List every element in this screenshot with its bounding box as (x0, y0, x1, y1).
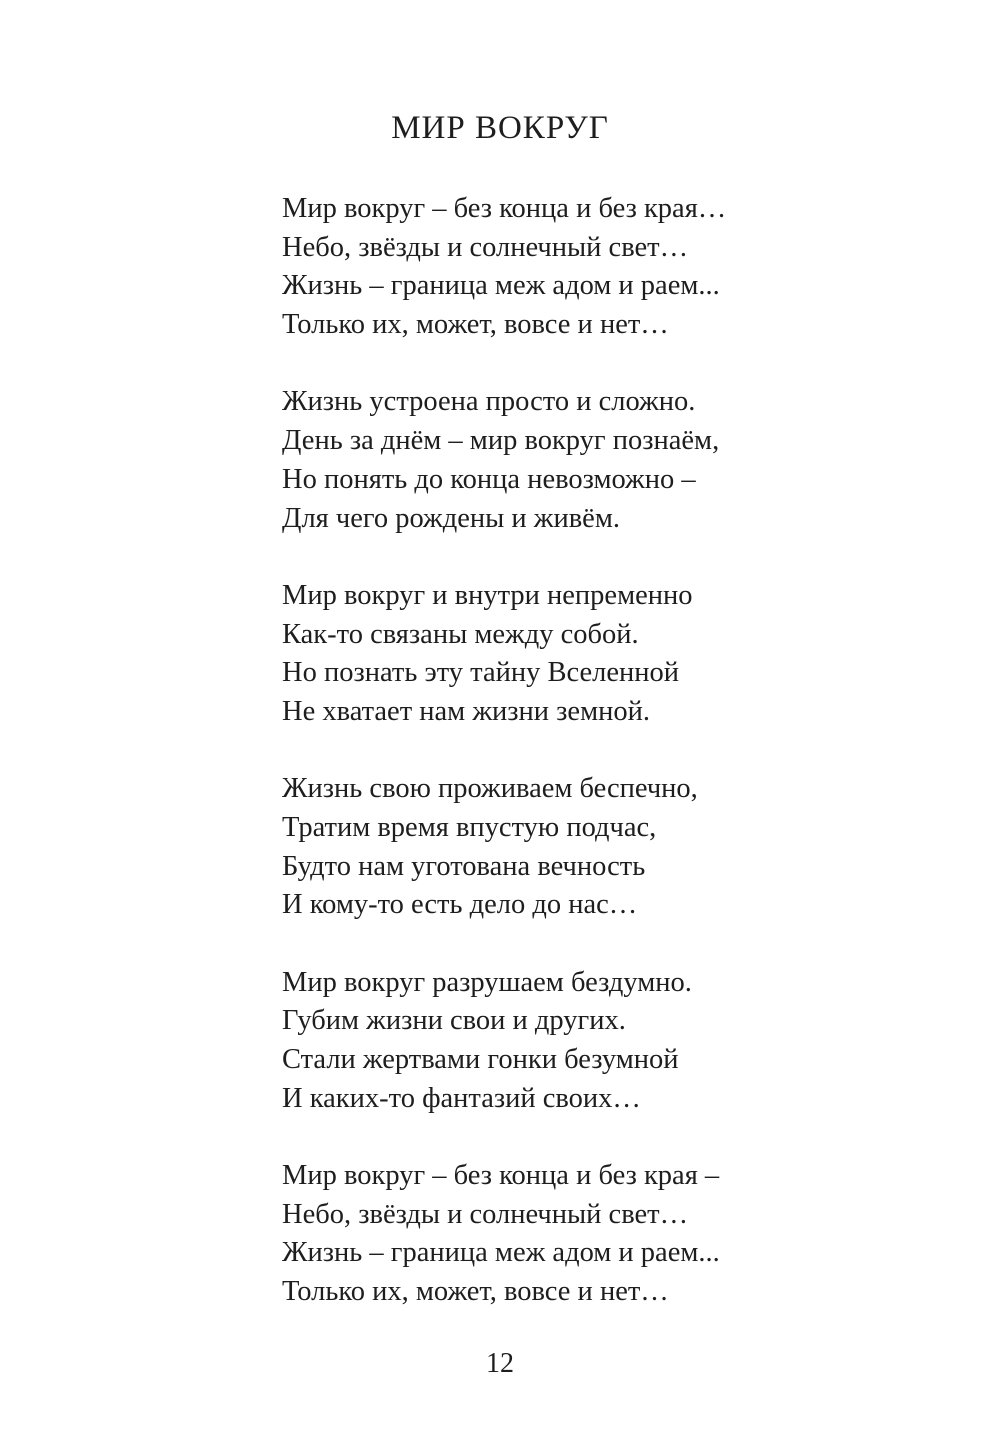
poem-line: Тратим время впустую подчас, (282, 811, 657, 843)
stanza (282, 383, 962, 538)
poem-line: Жизнь – граница меж адом и раем... (282, 1237, 720, 1269)
poem-line: Мир вокруг и внутри непременно (282, 579, 693, 611)
poem-line: Стали жертвами гонки безумной (282, 1044, 679, 1076)
stanza (282, 1157, 962, 1312)
poem-line: Как-то связаны между собой. (282, 618, 639, 650)
poem-line: Жизнь свою проживаем беспечно, (282, 773, 698, 805)
poem-line: Но познать эту тайну Вселенной (282, 657, 680, 689)
poem-line: Но понять до конца невозможно – (282, 463, 696, 495)
poem-line: Мир вокруг – без конца и без края… (282, 193, 727, 224)
poem-line: И каких-то фантазий своих… (282, 1082, 641, 1114)
poem-line: Не хватает нам жизни земной. (282, 695, 650, 727)
poem-line: Для чего рождены и живём. (282, 502, 620, 534)
poem-line: Только их, может, вовсе и нет… (282, 309, 669, 341)
poem-body (282, 190, 962, 1350)
poem-line: Будто нам уготована вечность (282, 850, 646, 882)
poem-line: И кому-то есть дело до нас… (282, 889, 638, 921)
poem-line: Мир вокруг – без конца и без края – (282, 1160, 720, 1192)
poem-line: Жизнь устроена просто и сложно. (282, 386, 696, 418)
poem-line: Только их, может, вовсе и нет… (282, 1276, 669, 1308)
poem-line: День за днём – мир вокруг познаём, (282, 425, 720, 457)
stanza (282, 770, 962, 925)
poem-line: Мир вокруг разрушаем бездумно. (282, 966, 692, 998)
page-number: 12 (486, 1348, 514, 1379)
poem-line: Жизнь – граница меж адом и раем... (282, 270, 720, 302)
stanza (282, 577, 962, 732)
poem-line: Губим жизни свои и других. (282, 1005, 626, 1037)
stanza (282, 190, 962, 345)
poem-line: Небо, звёзды и солнечный свет… (282, 1198, 689, 1230)
poem-line: Небо, звёзды и солнечный свет… (282, 231, 689, 263)
poem-title: МИР ВОКРУГ (391, 110, 609, 146)
stanza (282, 964, 962, 1119)
